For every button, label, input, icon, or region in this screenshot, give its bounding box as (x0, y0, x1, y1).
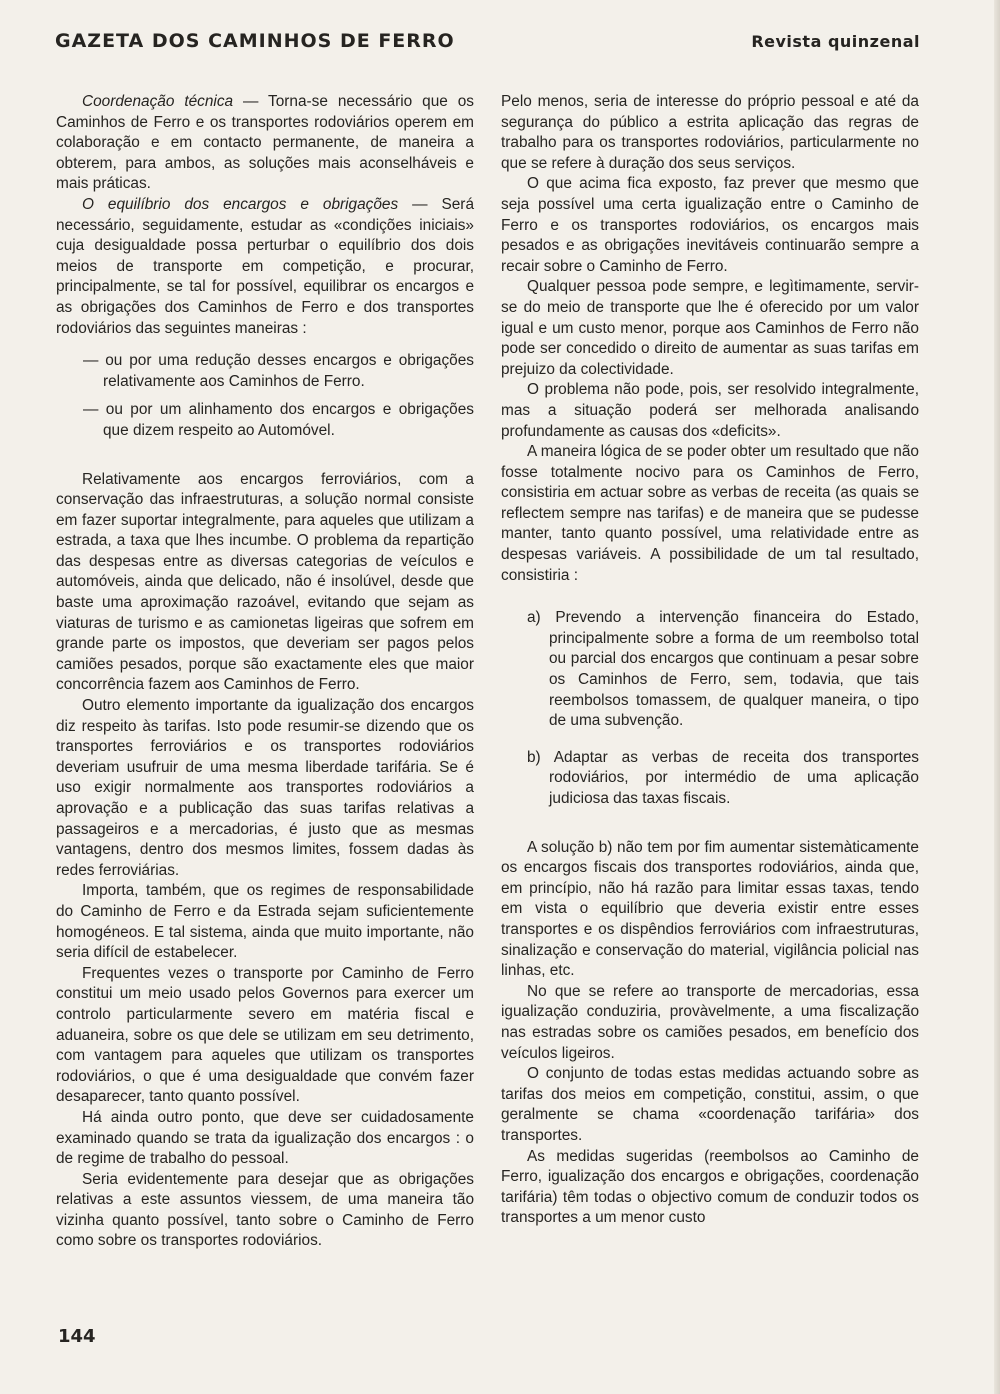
paragraph-coordenacao: Coordenação técnica — Torna-se necessário que os Caminhos de Ferro e os transportes rodoviários operem em colaboração e em contacto permanente, de maneira a obterem, para ambos, as soluções mais aconselháveis e mais práticas. (56, 93, 475, 193)
paragraph: Seria evidentemente para desejar que as obrigações relativas a este assuntos viessem, de uma maneira tão vizinha quanto possível, tanto sobre o Caminho de Ferro como sobre os transportes rodoviários. (56, 1170, 474, 1250)
paragraph: O problema não pode, pois, ser resolvido integralmente, mas a situação poderá ser melhorada analisando profundamente as causas dos «deficits». (501, 381, 919, 440)
page-edge (994, 0, 1000, 1394)
paragraph: Outro elemento importante da igualização dos encargos diz respeito às tarifas. Isto pode resumir-se dizendo que os transportes ferroviários e os transportes rodoviários deveriam usufruir de uma mesma liberdade tarifária. Se é uso exigir normalmente aos transportes rodoviários a aprovação e a publicação das suas tarifas relativas a passageiros e a mercadorias, é justo que as mesmas vantagens, dentro dos mesmos limites, fossem dadas às redes ferroviárias. (56, 697, 474, 879)
paragraph: No que se refere ao transporte de mercadorias, essa igualização conduziria, provàvelmente, a uma fiscalização nas estradas sobre os camiões pesados, em benefício dos veículos ligeiros. (501, 982, 919, 1062)
paragraph: A solução b) não tem por fim aumentar sistemàticamente os encargos fiscais dos transportes rodoviários, ainda que, em princípio, não há razão para limitar essas taxas, tendo em vista o equilíbrio que deveria existir entre esses transportes e os dispêndios ferroviários com infraestruturas, sinalização e conservação do material, vigilância policial nas linhas, etc. (501, 838, 919, 980)
paragraph: Frequentes vezes o transporte por Caminho de Ferro constitui um meio usado pelos Governos para exercer um controlo particularmente severo em matéria fiscal e aduaneira, sobre os que dele se utilizam em seu detrimento, com vantagem para aqueles que utilizam os transportes rodoviários, o que é uma desigualdade que convém fazer desaparecer, tanto quanto possível. (56, 964, 474, 1106)
left-column (56, 92, 474, 1252)
paragraph: A maneira lógica de se poder obter um resultado que não fosse totalmente nocivo para os Caminhos de Ferro, consistiria em actuar sobre as verbas de receita (as quais se reflectem sempre nas tarifas) e de maneira que se pudesse manter, tanto quanto possível, uma relatividade entre as despesas variáveis. A possibilidade de um tal resultado, consistiria : (501, 443, 919, 584)
journal-title: GAZETA DOS CAMINHOS DE FERRO (55, 30, 455, 52)
section-heading: Coordenação técnica (82, 93, 234, 110)
paragraph: Há ainda outro ponto, que deve ser cuidadosamente examinado quando se trata da igualização dos encargos : o de regime de trabalho do pessoal. (56, 1108, 474, 1168)
dash-item: — ou por uma redução desses encargos e obrigações relativamente aos Caminhos de Ferro. (83, 352, 474, 390)
page-number: 144 (58, 1326, 96, 1347)
list-item-a: a) Prevendo a intervenção financeira do Estado, principalmente sobre a forma de um reembolso total ou parcial dos encargos que continuam a pesar sobre os Caminhos de Ferro, sem, todavia, que tais reembolsos tomassem, de qualquer maneira, o tipo de uma subvenção. (527, 609, 919, 730)
paragraph: Pelo menos, seria de interesse do próprio pessoal e até da segurança do público a estrita aplicação das regras de trabalho para os transportes rodoviários, particularmente no que se refere à duração dos seus serviços. (501, 93, 919, 172)
paragraph: Qualquer pessoa pode sempre, e legìtimamente, servir-se do meio de transporte que lhe é oferecido por um valor igual e um custo menor, porque aos Caminhos de Ferro não pode ser concedido o direito de aumentar as suas tarifas em prejuizo da colectividade. (501, 278, 919, 378)
paragraph-equilibrio: O equilíbrio dos encargos e obrigações — Será necessário, seguidamente, estudar as «condições iniciais» cuja desigualdade possa perturbar o equilíbrio dos dois meios de transporte em competição, e procurar, principalmente, se tal for possível, equilibrar os encargos e as obrigações dos Caminhos de Ferro e dos transportes rodoviários das seguintes maneiras : (56, 195, 474, 337)
right-column (501, 92, 919, 1229)
paragraph: O que acima fica exposto, faz prever que mesmo que seja possível uma certa igualização entre o Caminho de Ferro e os transportes rodoviários, os encargos mais pesados e as obrigações inevitáveis continuarão sempre a recair sobre o Caminho de Ferro. (501, 175, 919, 275)
dash-item: — ou por um alinhamento dos encargos e obrigações que dizem respeito ao Automóvel. (83, 401, 474, 439)
list-item-b: b) Adaptar as verbas de receita dos transportes rodoviários, por intermédio de uma aplicação judiciosa das taxas fiscais. (527, 748, 919, 807)
paragraph: Relativamente aos encargos ferroviários, com a conservação das infraestruturas, a solução normal consiste em fazer suportar integralmente, para aqueles que utilizam a estrada, a taxa que lhes incumbe. O problema da repartição das despesas entre as diversas categorias de veículos e automóveis, ainda que delicado, não é insolúvel, desde que baste uma aproximação razoável, evitando que sejam as viaturas de turismo e as camionetas ligeiras que sofrem em grande parte os impostos, que deveriam ser pagos pelos camiões pesados, porque são exactamente eles que maior concorrência fazem aos Caminhos de Ferro. (56, 470, 474, 694)
paragraph: O conjunto de todas estas medidas actuando sobre as tarifas dos meios em competição, constitui, assim, o que geralmente se chama «coordenação tarifária» dos transportes. (501, 1065, 919, 1144)
journal-subtitle: Revista quinzenal (751, 32, 920, 51)
running-header (55, 30, 920, 58)
paragraph: As medidas sugeridas (reembolsos ao Caminho de Ferro, igualização dos encargos e obrigações, coordenação tarifária) têm todas o objectivo comum de conduzir todos os transportes a um menor custo (501, 1147, 919, 1227)
section-heading: O equilíbrio dos encargos e obrigações (82, 195, 399, 213)
paragraph: Importa, também, que os regimes de responsabilidade do Caminho de Ferro e da Estrada sejam suficientemente homogéneos. E tal sistema, ainda que muito importante, não seria difícil de estabelecer. (56, 882, 474, 962)
